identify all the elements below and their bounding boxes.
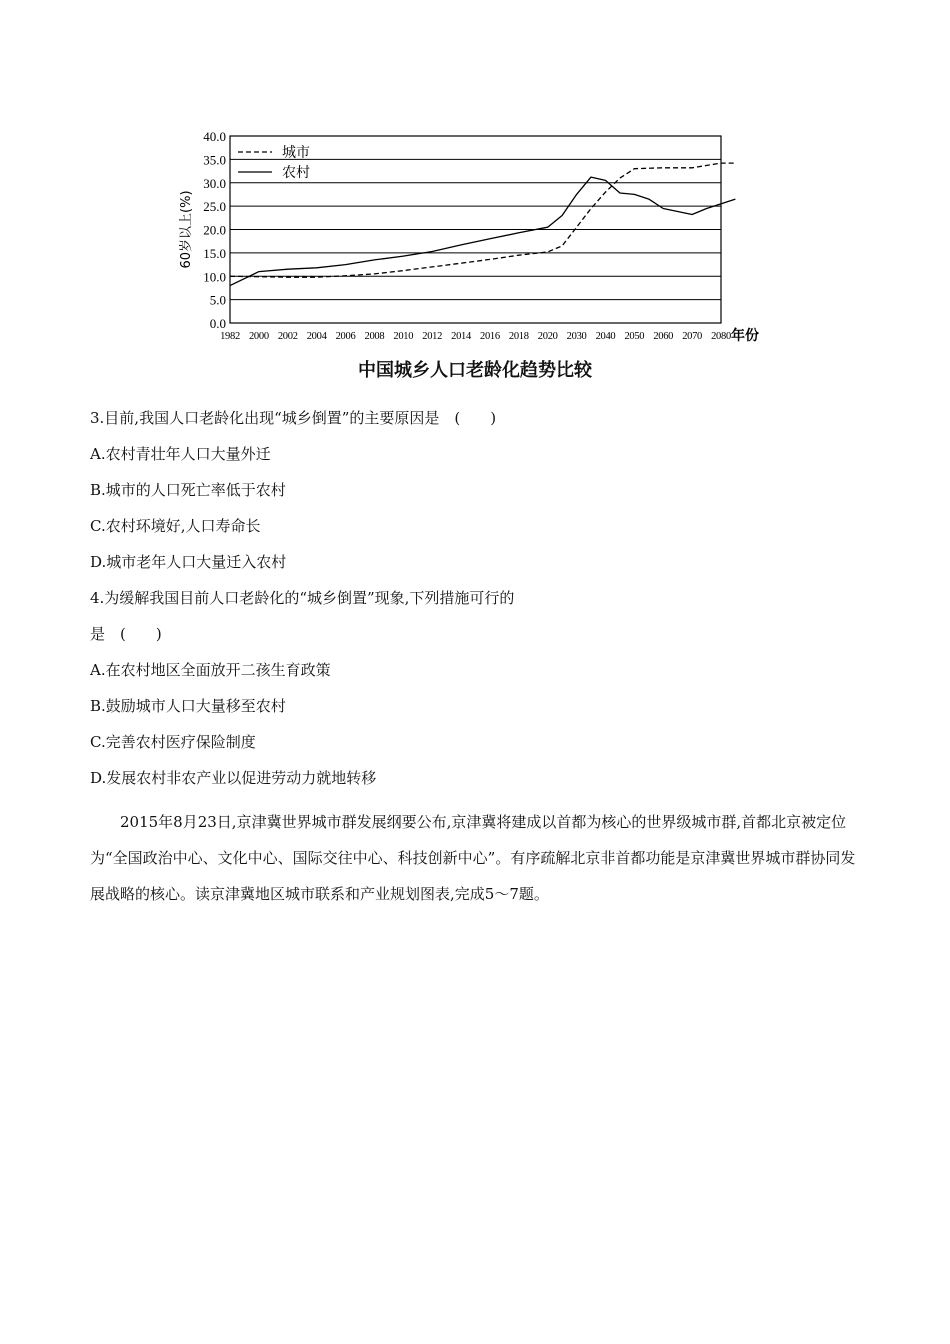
legend-label-city: 城市 [282, 145, 310, 161]
x-tick-label: 2080 [711, 331, 731, 342]
x-tick-label: 2018 [508, 331, 529, 342]
x-tick-label: 2060 [653, 331, 674, 342]
q4-option-a: A.在农村地区全面放开二孩生育政策 [90, 661, 331, 679]
y-tick-label: 30.0 [203, 175, 226, 191]
x-tick-label: 2000 [248, 331, 269, 342]
passage: 2015年8月23日,京津冀世界城市群发展纲要公布,京津冀将建成以首都为核心的世界级城市群,首都北京被定位为“全国政治中心、文化中心、国际交往中心、科技创新中心”。有序疏解北京非首都功能是京津冀世界城市群协同发展战略的核心。读京津冀地区城市联系和产业规划图表,完成5～7题。 [90, 813, 856, 903]
q4-option-b: B.鼓励城市人口大量移至农村 [90, 697, 286, 715]
y-tick-label: 40.0 [203, 129, 226, 144]
x-tick-label: 2010 [393, 331, 414, 342]
x-tick-label: 2020 [537, 331, 558, 342]
q3-option-b: B.城市的人口死亡率低于农村 [90, 481, 286, 499]
y-tick-label: 25.0 [203, 199, 226, 215]
y-tick-label: 15.0 [203, 245, 226, 261]
q4-stem: 4.为缓解我国目前人口老龄化的“城乡倒置”现象,下列措施可行的 [90, 589, 515, 607]
y-tick-label: 0.0 [209, 316, 226, 331]
q4-stem-cont: 是 ( ) [90, 625, 162, 643]
x-tick-label: 2016 [480, 331, 500, 342]
y-tick-label: 35.0 [203, 152, 226, 168]
line-chart [170, 126, 780, 351]
x-axis-title: 年份 [731, 328, 759, 344]
x-tick-label: 2012 [422, 331, 443, 342]
x-tick-label: 2008 [364, 331, 385, 342]
y-tick-label: 20.0 [203, 222, 226, 238]
q3-option-a: A.农村青壮年人口大量外迁 [90, 445, 271, 463]
x-tick-label: 2070 [682, 331, 703, 342]
q3-option-d: D.城市老年人口大量迁入农村 [90, 553, 287, 571]
x-tick-label: 2014 [451, 331, 471, 342]
y-tick-label: 10.0 [203, 269, 226, 285]
x-tick-label: 2050 [624, 331, 645, 342]
y-axis-title: 60岁以上(%) [179, 190, 194, 269]
x-tick-label: 2004 [306, 331, 327, 342]
series-line-rural [230, 177, 735, 286]
q4-option-d: D.发展农村非农产业以促进劳动力就地转移 [90, 769, 377, 787]
legend-label-rural: 农村 [282, 165, 310, 181]
y-tick-label: 5.0 [209, 292, 226, 308]
x-tick-label: 2002 [277, 331, 298, 342]
q3-option-c: C.农村环境好,人口寿命长 [90, 517, 261, 535]
x-tick-label: 2040 [595, 331, 616, 342]
x-tick-label: 2006 [335, 331, 356, 342]
q4-option-c: C.完善农村医疗保险制度 [90, 733, 256, 751]
q3-stem: 3.目前,我国人口老龄化出现“城乡倒置”的主要原因是 ( ) [90, 409, 497, 427]
x-tick-label: 2030 [566, 331, 587, 342]
chart-title: 中国城乡人口老龄化趋势比较 [358, 360, 592, 381]
aging-trend-figure [170, 126, 780, 386]
x-tick-label: 1982 [220, 331, 240, 342]
